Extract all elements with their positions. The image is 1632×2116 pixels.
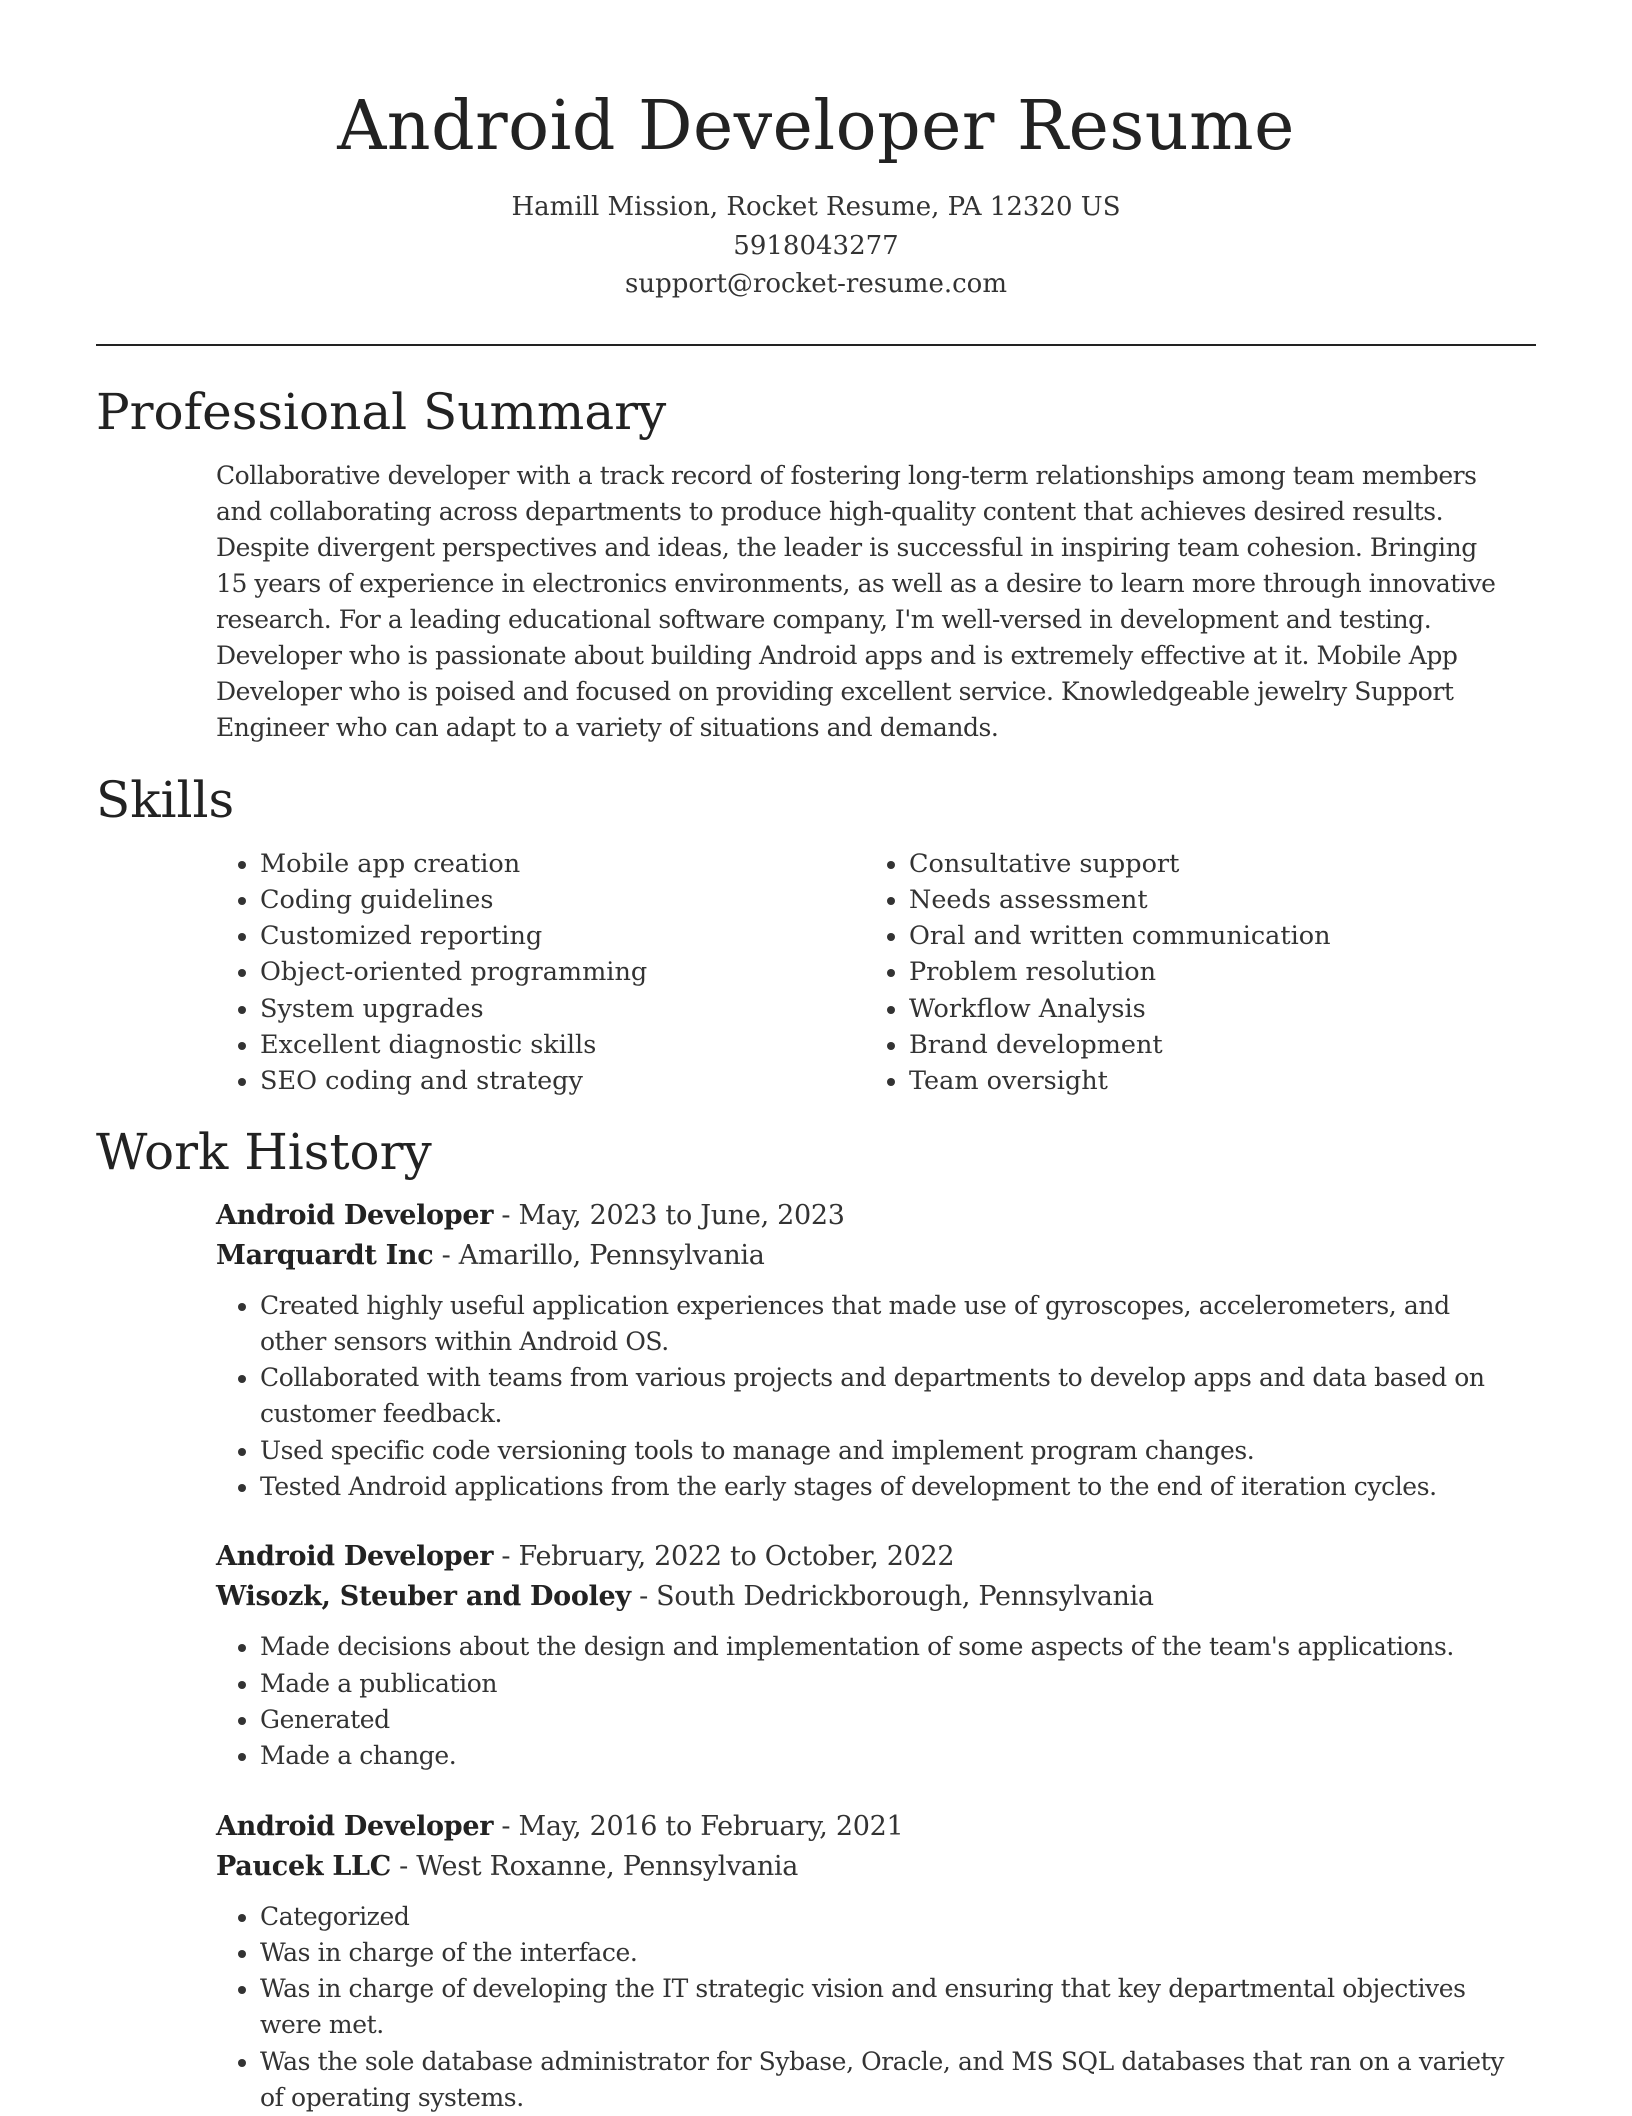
summary-text: Collaborative developer with a track record of fostering long-term relationships among team members and collaborating across departments to produce high-quality content that achieves desired results. Despite divergent perspectives and ideas, the leader is successful in inspiring team cohesion. Bringing 15 years of experience in electronics environments, as well as a desire to learn more through innovative research. For a leading educational software company, I'm well-versed in development and testing. Developer who is passionate about building Android apps and is extremely effective at it. Mobile App Developer who is poised and focused on providing excellent service. Knowledgeable jewelry Support Engineer who can adapt to a variety of situations and demands. (216, 460, 1496, 742)
skills-heading: Skills (96, 770, 235, 829)
skill-item: • Needs assessment (909, 882, 1331, 918)
job-location: - West Roxanne, Pennsylvania (390, 1850, 799, 1882)
job-company: Paucek LLC (216, 1850, 391, 1882)
job-bullet: • Tested Android applications from the early stages of development to the end of iteration cycles. (260, 1469, 1516, 1505)
skill-item: • Excellent diagnostic skills (260, 1027, 865, 1063)
skill-item: • Team oversight (909, 1063, 1331, 1099)
skill-item: • System upgrades (260, 991, 865, 1027)
job-bullet: • Generated (260, 1702, 1516, 1738)
job-company-line (216, 1236, 1516, 1276)
job-title-line (216, 1537, 1516, 1577)
job-location: - Amarillo, Pennsylvania (433, 1239, 765, 1271)
contact-block (0, 188, 1632, 304)
job-bullets (216, 1288, 1516, 1506)
job-bullet: • Was the sole database administrator for Sybase, Oracle, and MS SQL databases that ran on a variety of operating systems. (260, 2044, 1516, 2116)
skill-item: • Mobile app creation (260, 846, 865, 882)
job-dates: - February, 2022 to October, 2022 (493, 1541, 955, 1573)
job-bullet: • Created highly useful application experiences that made use of gyroscopes, accelerometers, and other sensors within Android OS. (260, 1288, 1516, 1361)
summary-heading: Professional Summary (96, 382, 667, 441)
job-bullets (216, 1629, 1516, 1774)
job-title-line (216, 1196, 1516, 1236)
job-dates: - May, 2016 to February, 2021 (493, 1810, 904, 1842)
job-bullet: • Made a change. (260, 1738, 1516, 1774)
job-location: - South Dedrickborough, Pennsylvania (630, 1581, 1154, 1613)
job-bullet: • Collaborated with teams from various projects and departments to develop apps and data based on customer feedback. (260, 1360, 1516, 1433)
job-company-line (216, 1577, 1516, 1617)
skill-item: • Consultative support (909, 846, 1331, 882)
contact-address: Hamill Mission, Rocket Resume, PA 12320 US (511, 192, 1121, 222)
job-title: Android Developer (216, 1810, 494, 1842)
skill-item: • Coding guidelines (260, 882, 865, 918)
job-title: Android Developer (216, 1541, 494, 1573)
skills-list (216, 846, 1632, 1100)
contact-email: support@rocket-resume.com (624, 269, 1007, 299)
job-company-line (216, 1847, 1516, 1887)
header-divider (96, 344, 1536, 346)
job-bullet: • Made a publication (260, 1666, 1516, 1702)
work-history-heading: Work History (96, 1122, 432, 1181)
job-bullet: • Categorized (260, 1899, 1516, 1935)
job-dates: - May, 2023 to June, 2023 (493, 1199, 845, 1231)
job-bullets (216, 1899, 1516, 2116)
skills-column-1 (216, 846, 865, 1100)
job-title: Android Developer (216, 1199, 494, 1231)
skill-item: • Workflow Analysis (909, 991, 1331, 1027)
skill-item: • Object-oriented programming (260, 954, 865, 990)
job-company: Wisozk, Steuber and Dooley (216, 1581, 631, 1613)
resume-title: Android Developer Resume (337, 87, 1295, 166)
skill-item: • Customized reporting (260, 918, 865, 954)
skill-item: • Problem resolution (909, 954, 1331, 990)
job-entry (216, 1537, 1516, 1774)
resume-header (0, 0, 1632, 304)
skill-item: • Oral and written communication (909, 918, 1331, 954)
job-entry (216, 1807, 1516, 2116)
job-bullet: • Used specific code versioning tools to manage and implement program changes. (260, 1433, 1516, 1469)
skill-item: • Brand development (909, 1027, 1331, 1063)
skill-item: • SEO coding and strategy (260, 1063, 865, 1099)
job-entry (216, 1196, 1516, 1506)
job-title-line (216, 1807, 1516, 1847)
job-bullet: • Made decisions about the design and implementation of some aspects of the team's applications. (260, 1629, 1516, 1665)
job-bullet: • Was in charge of developing the IT strategic vision and ensuring that key departmental objectives were met. (260, 1971, 1516, 2044)
skills-column-2 (865, 846, 1331, 1100)
job-company: Marquardt Inc (216, 1239, 434, 1271)
contact-phone: 5918043277 (733, 230, 899, 261)
job-bullet: • Was in charge of the interface. (260, 1935, 1516, 1971)
